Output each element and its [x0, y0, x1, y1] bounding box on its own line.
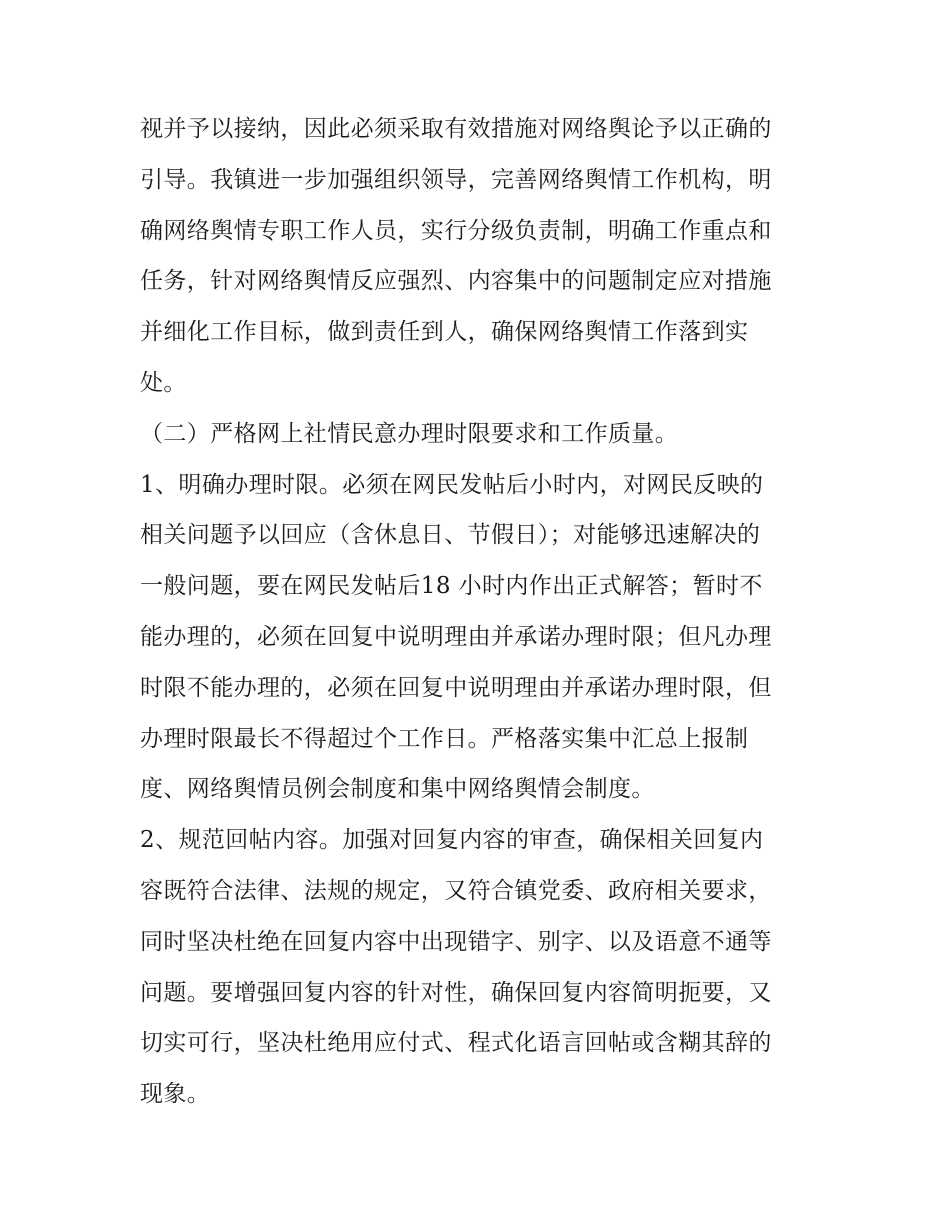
text-line-18: 问题。要增强回复内容的针对性，确保回复内容简明扼要，又 — [140, 979, 772, 1006]
text-line-2: 引导。我镇进一步加强组织领导，完善网络舆情工作机构，明 — [140, 166, 772, 193]
text-line-6: 处。 — [140, 369, 187, 396]
text-line-9: 相关问题予以回应（含休息日、节假日）；对能够迅速解决的 — [140, 522, 761, 549]
text-line-20: 现象。 — [140, 1081, 211, 1108]
section-heading: （二）严格网上社情民意办理时限要求和工作质量。 — [140, 420, 679, 447]
text-line-15: 2、规范回帖内容。加强对回复内容的审查，确保相关回复内 — [140, 827, 764, 854]
text-line-10: 一般问题，要在网民发帖后18 小时内作出正式解答；暂时不 — [140, 573, 763, 600]
text-line-16: 容既符合法律、法规的规定，又符合镇党委、政府相关要求， — [140, 877, 772, 904]
text-line-4: 任务，针对网络舆情反应强烈、内容集中的问题制定应对措施 — [140, 268, 772, 295]
text-line-1: 视并予以接纳，因此必须采取有效措施对网络舆论予以正确的 — [140, 116, 772, 142]
text-line-5: 并细化工作目标，做到责任到人，确保网络舆情工作落到实 — [140, 319, 749, 346]
text-line-14: 度、网络舆情员例会制度和集中网络舆情会制度。 — [140, 776, 655, 803]
text-line-11: 能办理的，必须在回复中说明理由并承诺办理时限；但凡办理 — [140, 623, 772, 650]
text-line-19: 切实可行，坚决杜绝用应付式、程式化语言回帖或含糊其辞的 — [140, 1030, 772, 1057]
text-line-17: 同时坚决杜绝在回复内容中出现错字、别字、以及语意不通等 — [140, 928, 772, 955]
text-line-13: 办理时限最长不得超过个工作日。严格落实集中汇总上报制 — [140, 725, 749, 752]
text-line-8: 1、明确办理时限。必须在网民发帖后小时内，对网民反映的 — [140, 471, 764, 498]
text-line-12: 时限不能办理的，必须在回复中说明理由并承诺办理时限，但 — [140, 674, 772, 701]
text-line-3: 确网络舆情专职工作人员，实行分级负责制，明确工作重点和 — [140, 217, 772, 244]
document-body-text — [140, 104, 820, 1120]
